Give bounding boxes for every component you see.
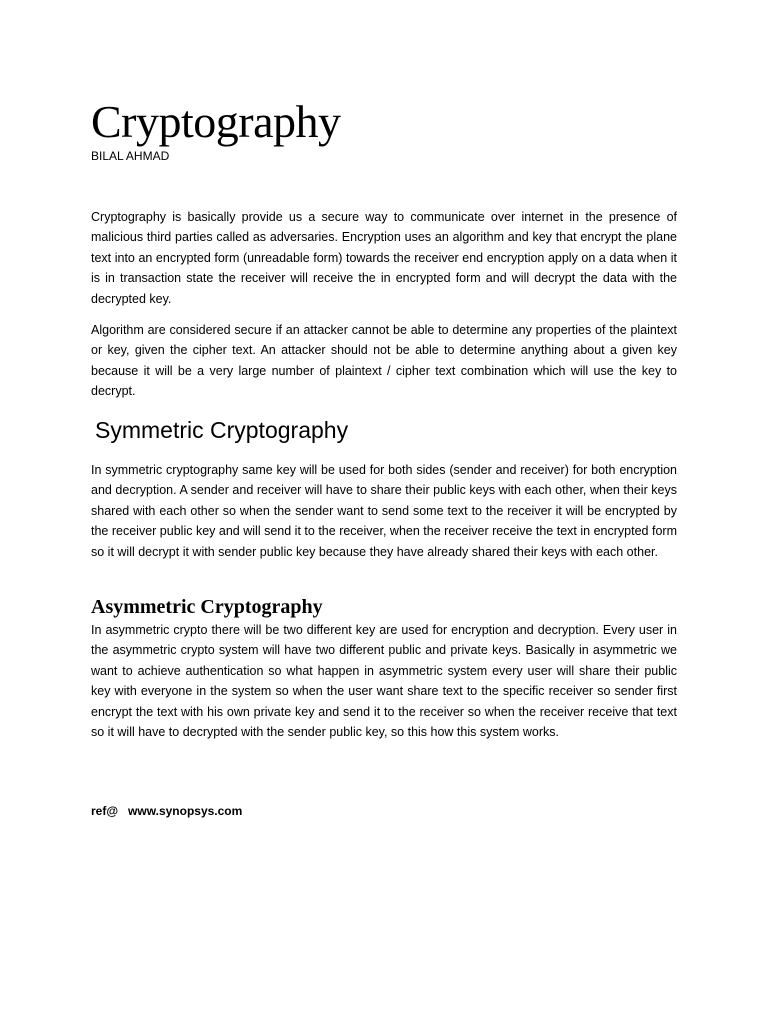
section-body-asymmetric: In asymmetric crypto there will be two different key are used for encryption and decryption. Every user in the asymmetric crypto system will have two different public and private keys. Basically in asymmetric we want to achieve authentication so what happen in asymmetric system every user will share their public key with everyone in the system so when the user want share text to the specific receiver so sender first encrypt the text with his own private key and send it to the receiver so when the receiver receive that text so it will have to decrypted with the sender public key, so this how this system works. [91, 623, 677, 740]
reference-line [91, 803, 242, 819]
reference-url: www.synopsys.com [128, 804, 243, 818]
document-page [91, 0, 677, 1024]
intro-paragraph: Algorithm are considered secure if an attacker cannot be able to determine any properties of the plaintext or key, given the cipher text. An attacker should not be able to determine anything about a given key because it will be a very large number of plaintext / cipher text combination which will use the key to decrypt. [91, 323, 677, 399]
reference-label: ref@ [91, 804, 119, 818]
document-title: Cryptography [91, 96, 341, 147]
section-heading-symmetric: Symmetric Cryptography [95, 417, 349, 443]
section-heading-asymmetric: Asymmetric Cryptography [91, 596, 323, 618]
intro-paragraph: Cryptography is basically provide us a secure way to communicate over internet in the presence of malicious third parties called as adversaries. Encryption uses an algorithm and key that encrypt the plane text into an encrypted form (unreadable form) towards the receiver end encryption apply on a data when it is in transaction state the receiver will receive the in encrypted form and will decrypt the data with the decrypted key. [91, 210, 677, 306]
author-name: BILAL AHMAD [91, 149, 170, 163]
section-body-symmetric: In symmetric cryptography same key will be used for both sides (sender and receiver) for both encryption and decryption. A sender and receiver will have to share their public keys with each other, when their keys shared with each other so when the sender want to send some text to the receiver it will be encrypted by the receiver public key and will send it to the receiver, when the receiver receive the text in encrypted form so it will decrypt it with sender public key because they have already shared their keys with each other. [91, 463, 677, 559]
